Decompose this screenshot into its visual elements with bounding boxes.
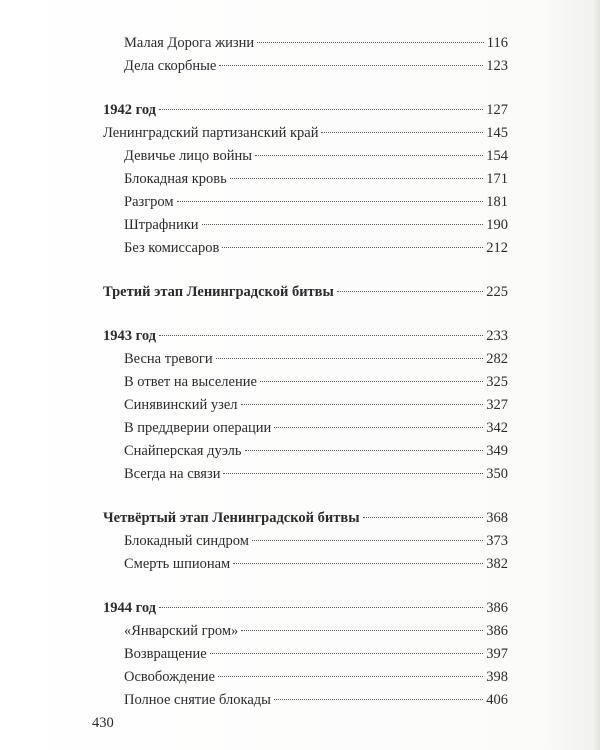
toc-entry-title: Блокадный синдром <box>124 533 249 549</box>
dot-leader <box>233 563 483 564</box>
toc-entry-title: Третий этап Ленинградской битвы <box>103 284 334 300</box>
toc-entry-page: 233 <box>486 328 508 344</box>
dot-leader <box>202 224 484 225</box>
dot-leader <box>274 699 483 700</box>
dot-leader <box>321 132 483 133</box>
dot-leader <box>159 607 483 608</box>
toc-entry-page: 154 <box>486 148 508 164</box>
toc-entry <box>124 530 508 552</box>
toc-entry-title: Синявинский узел <box>124 397 238 413</box>
toc-entry-heading <box>103 325 508 347</box>
toc-entry-page: 382 <box>486 556 508 572</box>
toc-entry <box>124 168 508 190</box>
toc-entry <box>124 689 508 711</box>
toc-entry-heading <box>103 507 508 529</box>
toc-entry <box>124 348 508 370</box>
toc-entry-title: Возвращение <box>124 646 207 662</box>
toc-entry-page: 406 <box>486 692 508 708</box>
toc-entry-page: 349 <box>486 443 508 459</box>
toc-entry-title: 1942 год <box>103 102 157 118</box>
dot-leader <box>260 381 483 382</box>
toc-entry <box>124 32 508 54</box>
dot-leader <box>363 517 484 518</box>
toc-entry-page: 386 <box>486 623 508 639</box>
toc-entry <box>124 371 508 393</box>
dot-leader <box>274 427 483 428</box>
toc-entry-page: 171 <box>486 171 508 187</box>
toc-entry-title: Ленинградский партизанский край <box>103 125 319 141</box>
toc-entry-title: Дела скорбные <box>124 58 217 74</box>
toc-entry-title: Разгром <box>124 194 174 210</box>
toc-entry <box>124 55 508 77</box>
toc-entry-title: Блокадная кровь <box>124 171 227 187</box>
toc-entry-title: Смерть шпионам <box>124 556 231 572</box>
toc-entry <box>124 417 508 439</box>
toc-entry-page: 116 <box>486 35 508 51</box>
toc-entry-title: Девичье лицо войны <box>124 148 252 164</box>
toc-entry <box>124 620 508 642</box>
toc-entry-page: 350 <box>486 466 508 482</box>
dot-leader <box>252 540 483 541</box>
toc-entry <box>124 237 508 259</box>
toc-entry-title: 1943 год <box>103 328 157 344</box>
toc-entry-page: 181 <box>486 194 508 210</box>
toc-entry <box>124 666 508 688</box>
dot-leader <box>337 291 483 292</box>
toc-entry-heading <box>103 281 508 303</box>
toc-entry-title: Освобождение <box>124 669 215 685</box>
toc-entry <box>124 463 508 485</box>
toc-entry-page: 282 <box>486 351 508 367</box>
dot-leader <box>241 404 484 405</box>
toc-entry-page: 398 <box>486 669 508 685</box>
toc-entry-page: 386 <box>486 600 508 616</box>
toc-entry-page: 225 <box>486 284 508 300</box>
page-edge <box>592 0 600 750</box>
dot-leader <box>159 335 483 336</box>
dot-leader <box>255 155 483 156</box>
toc-entry-page: 123 <box>486 58 508 74</box>
toc-entry <box>124 440 508 462</box>
toc-entry-page: 397 <box>486 646 508 662</box>
toc-entry <box>124 145 508 167</box>
toc-entry-title: 1944 год <box>103 600 157 616</box>
dot-leader <box>216 358 484 359</box>
toc-entry-page: 212 <box>486 240 508 256</box>
dot-leader <box>177 201 484 202</box>
dot-leader <box>218 676 483 677</box>
toc-entry-title: Весна тревоги <box>124 351 213 367</box>
toc-entry <box>124 553 508 575</box>
dot-leader <box>219 65 483 66</box>
toc-entry <box>124 643 508 665</box>
toc-entry-title: Полное снятие блокады <box>124 692 271 708</box>
dot-leader <box>210 653 484 654</box>
dot-leader <box>257 42 484 43</box>
toc-entry-page: 342 <box>486 420 508 436</box>
dot-leader <box>222 247 483 248</box>
page-number: 430 <box>92 715 114 731</box>
toc-entry-title: В преддверии операции <box>124 420 272 436</box>
toc-entry-heading <box>103 99 508 121</box>
toc-entry-title: Всегда на связи <box>124 466 221 482</box>
toc-entry-title: Без комиссаров <box>124 240 220 256</box>
toc-entry-page: 325 <box>486 374 508 390</box>
toc-entry-page: 373 <box>486 533 508 549</box>
dot-leader <box>241 630 483 631</box>
dot-leader <box>245 450 484 451</box>
dot-leader <box>159 109 483 110</box>
dot-leader <box>223 473 483 474</box>
toc-entry-title: Штрафники <box>124 217 199 233</box>
toc-entry-title: В ответ на выселение <box>124 374 257 390</box>
toc-entry-page: 127 <box>486 102 508 118</box>
toc-entry <box>103 122 508 144</box>
toc-entry <box>124 214 508 236</box>
toc-entry-page: 190 <box>486 217 508 233</box>
toc-entry-title: Малая Дорога жизни <box>124 35 255 51</box>
toc-entry-title: Четвёртый этап Ленинградской битвы <box>103 510 360 526</box>
toc-entry-title: «Январский гром» <box>124 623 239 639</box>
toc-entry <box>124 191 508 213</box>
toc-entry-page: 145 <box>486 125 508 141</box>
toc-entry-page: 327 <box>486 397 508 413</box>
toc-entry-title: Снайперская дуэль <box>124 443 242 459</box>
dot-leader <box>230 178 483 179</box>
toc-entry-page: 368 <box>486 510 508 526</box>
toc-entry <box>124 394 508 416</box>
toc-entry-heading <box>103 597 508 619</box>
